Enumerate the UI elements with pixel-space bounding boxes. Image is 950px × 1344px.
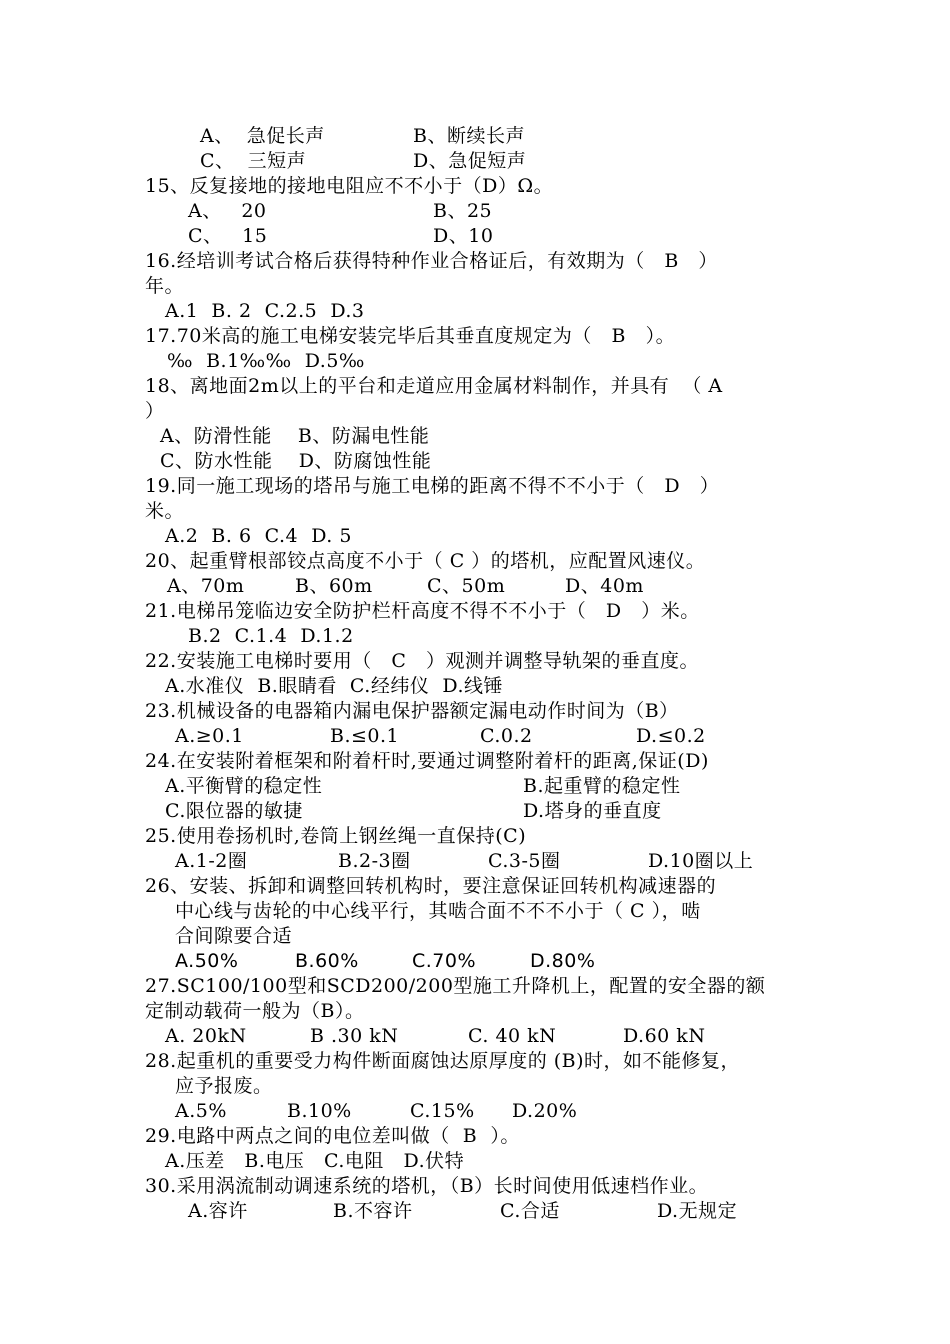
option-line: B、断续长声: [413, 125, 525, 147]
option-line: C、防水性能 D、防腐蚀性能: [160, 450, 432, 472]
option-d: D.60 kN: [623, 1025, 706, 1047]
option-c: C.限位器的敏捷: [165, 800, 303, 822]
option-a: A. 20kN: [165, 1025, 247, 1047]
option-b: B .30 kN: [310, 1025, 399, 1047]
option-c: C.0.2: [480, 725, 533, 747]
question-21: 21.电梯吊笼临边安全防护栏杆高度不得不不小于（ D ）米。: [145, 600, 700, 622]
option-c: C.15%: [410, 1100, 475, 1122]
option-b: B.10%: [287, 1100, 352, 1122]
option-line: A、防滑性能 B、防漏电性能: [160, 425, 430, 447]
option-a: A.50%: [175, 950, 239, 972]
question-29: 29.电路中两点之间的电位差叫做（ B ）。: [145, 1125, 520, 1147]
question-16: 16.经培训考试合格后获得特种作业合格证后，有效期为（ B ）: [145, 250, 718, 272]
option-b: B、60m: [295, 575, 373, 597]
question-27-cont: 定制动载荷一般为（B）。: [145, 1000, 365, 1022]
question-20: 20、起重臂根部铰点高度不小于（ C ）的塔机，应配置风速仪。: [145, 550, 706, 572]
option-a: A.1-2圈: [175, 850, 248, 872]
question-22: 22.安装施工电梯时要用（ C ）观测并调整导轨架的垂直度。: [145, 650, 699, 672]
question-18: 18、离地面2m以上的平台和走道应用金属材料制作，并具有 （ A: [145, 375, 723, 397]
question-19-cont: 米。: [145, 500, 185, 522]
option-line: D、急促短声: [413, 150, 527, 172]
option-line: A、 急促长声: [200, 125, 325, 147]
option-d: D.无规定: [657, 1200, 738, 1222]
option-d: D.10圈以上: [648, 850, 754, 872]
option-line: A.1 B. 2 C.2.5 D.3: [165, 300, 365, 322]
option-d: D.塔身的垂直度: [523, 800, 662, 822]
question-15: 15、反复接地的接地电阻应不不小于（D）Ω。: [145, 175, 554, 197]
question-30: 30.采用涡流制动调速系统的塔机，（B）长时间使用低速档作业。: [145, 1175, 709, 1197]
question-23: 23.机械设备的电器箱内漏电保护器额定漏电动作时间为（B）: [145, 700, 679, 722]
option-a: A.平衡臂的稳定性: [165, 775, 323, 797]
option-c: C.70%: [412, 950, 477, 972]
option-d: D.80%: [530, 950, 596, 972]
option-line: C、 15: [188, 225, 268, 247]
question-26: 26、安装、拆卸和调整回转机构时，要注意保证回转机构减速器的: [145, 875, 717, 897]
question-24: 24.在安装附着框架和附着杆时,要通过调整附着杆的距离,保证(D): [145, 750, 709, 772]
option-line: C、 三短声: [200, 150, 307, 172]
option-line: B.2 C.1.4 D.1.2: [188, 625, 354, 647]
option-b: B.起重臂的稳定性: [523, 775, 681, 797]
option-line: D、10: [433, 225, 494, 247]
option-line: ‰ B.1‰‰ D.5‰: [167, 350, 365, 372]
option-c: C. 40 kN: [468, 1025, 557, 1047]
option-d: D、40m: [565, 575, 644, 597]
option-c: C、50m: [427, 575, 506, 597]
option-line: A.压差 B.电压 C.电阻 D.伏特: [165, 1150, 465, 1172]
question-17: 17.70米高的施工电梯安装完毕后其垂直度规定为（ B ）。: [145, 325, 676, 347]
question-19: 19.同一施工现场的塔吊与施工电梯的距离不得不不小于（ D ）: [145, 475, 720, 497]
option-a: A、70m: [167, 575, 245, 597]
option-a: A.容许: [188, 1200, 248, 1222]
option-b: B.不容许: [333, 1200, 413, 1222]
question-27: 27.SC100/100型和SCD200/200型施工升降机上，配置的安全器的额: [145, 975, 766, 997]
option-b: B.60%: [295, 950, 359, 972]
option-d: D.20%: [512, 1100, 578, 1122]
option-line: B、25: [433, 200, 493, 222]
question-28-cont: 应予报废。: [175, 1075, 273, 1097]
option-b: B.2-3圈: [338, 850, 411, 872]
option-a: A.≥0.1: [175, 725, 244, 747]
question-16-cont: 年。: [145, 275, 185, 297]
question-26-cont: 中心线与齿轮的中心线平行，其啮合面不不不小于（ C ），啮: [175, 900, 701, 922]
question-26-cont: 合间隙要合适: [175, 925, 293, 947]
option-line: A.2 B. 6 C.4 D. 5: [165, 525, 352, 547]
option-c: C.合适: [500, 1200, 560, 1222]
option-b: B.≤0.1: [330, 725, 400, 747]
option-d: D.≤0.2: [636, 725, 706, 747]
option-line: A、 20: [188, 200, 267, 222]
option-a: A.5%: [175, 1100, 227, 1122]
option-c: C.3-5圈: [488, 850, 561, 872]
question-25: 25.使用卷扬机时,卷筒上钢丝绳一直保持(C): [145, 825, 527, 847]
option-line: A.水准仪 B.眼睛看 C.经纬仪 D.线锤: [165, 675, 503, 697]
question-28: 28.起重机的重要受力构件断面腐蚀达原厚度的 (B)时，如不能修复，: [145, 1050, 741, 1072]
question-18-cont: ）: [145, 400, 165, 422]
